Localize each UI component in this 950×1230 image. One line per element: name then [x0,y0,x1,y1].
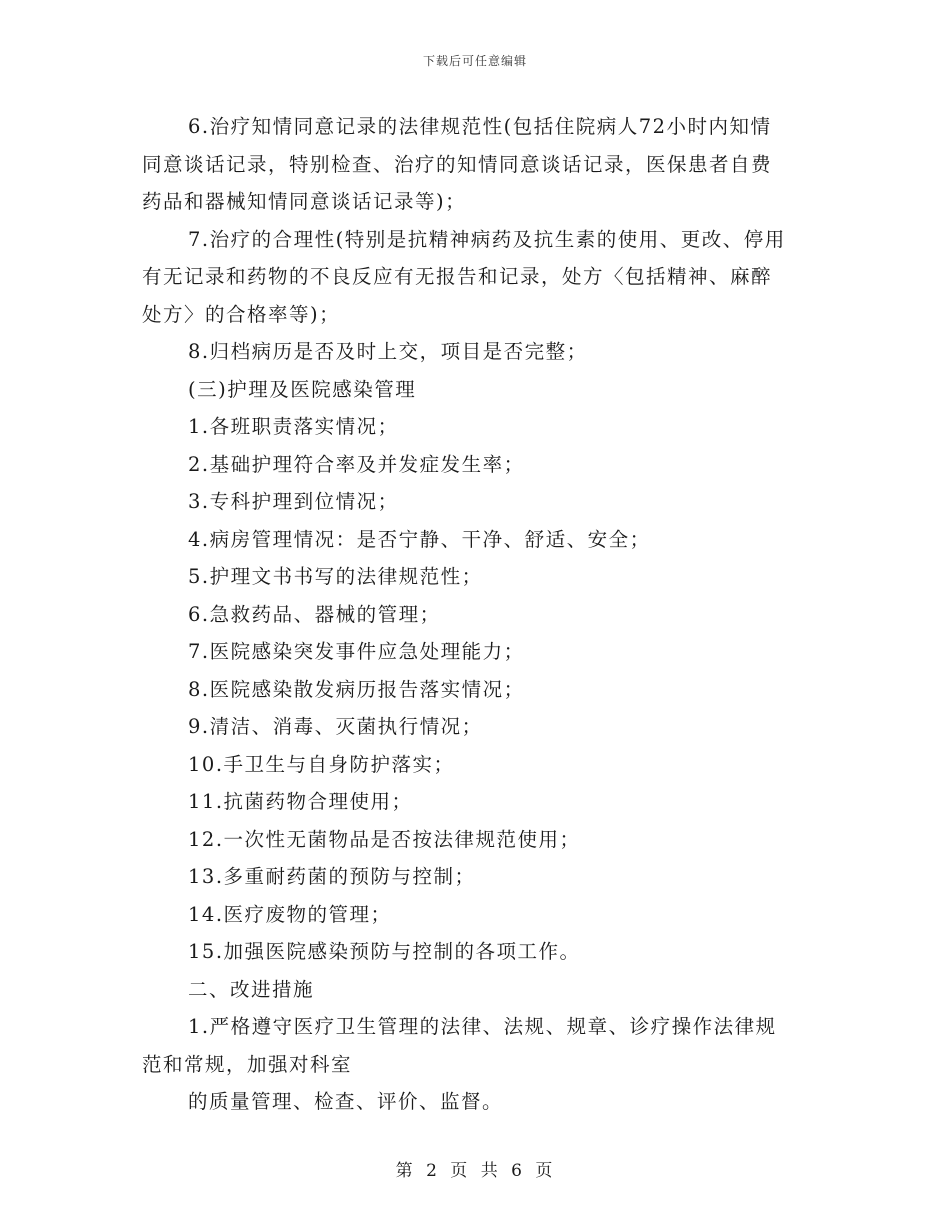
list-item: 7.医院感染突发事件应急处理能力； [188,640,525,663]
list-item: 1.各班职责落实情况； [188,415,399,438]
paragraph-line: 7.治疗的合理性(特别是抗精神病药及抗生素的使用、更改、停用 [188,227,786,251]
list-item: 10.手卫生与自身防护落实； [188,752,455,776]
list-item: 15.加强医院感染预防与控制的各项工作。 [188,940,581,963]
paragraph-line: 药品和器械知情同意谈话记录等)； [142,190,467,213]
page-header: 下载后可任意编辑 [422,54,527,68]
list-item: 11.抗菌药物合理使用； [188,790,413,813]
paragraph-line: 同意谈话记录，特别检查、治疗的知情同意谈话记录，医保患者自费 [142,152,773,176]
list-item: 9.清洁、消毒、灭菌执行情况； [188,715,483,738]
section-heading: (三)护理及医院感染管理 [188,377,417,401]
paragraph-line: 有无记录和药物的不良反应有无报告和记录，处方〈包括精神、麻醉 [142,265,773,288]
list-item: 13.多重耐药菌的预防与控制； [188,865,476,888]
section-heading: 二、改进措施 [188,977,315,1001]
list-item: 3.专科护理到位情况； [188,490,399,513]
list-item: 8.医院感染散发病历报告落实情况； [188,677,525,701]
list-item: 14.医疗废物的管理； [188,902,392,926]
list-item: 4.病房管理情况：是否宁静、干净、舒适、安全； [188,527,651,551]
paragraph-line: 8.归档病历是否及时上交，项目是否完整； [188,340,588,363]
list-item: 5.护理文书书写的法律规范性； [188,565,483,588]
list-item: 2.基础护理符合率及并发症发生率； [188,452,525,476]
list-item: 6.急救药品、器械的管理； [188,602,441,626]
paragraph-line: 处方〉的合格率等)； [142,302,341,326]
page-number-footer: 第 2 页 共 6 页 [395,1161,555,1181]
list-item: 12.一次性无菌物品是否按法律规范使用； [188,827,581,851]
paragraph-line: 1.严格遵守医疗卫生管理的法律、法规、规章、诊疗操作法律规 [188,1015,777,1038]
paragraph-line: 6.治疗知情同意记录的法律规范性(包括住院病人72小时内知情 [188,115,772,138]
paragraph-line: 范和常规，加强对科室 [142,1052,353,1076]
document-body [142,108,812,1121]
paragraph-line: 的质量管理、检查、评价、监督。 [188,1090,504,1113]
